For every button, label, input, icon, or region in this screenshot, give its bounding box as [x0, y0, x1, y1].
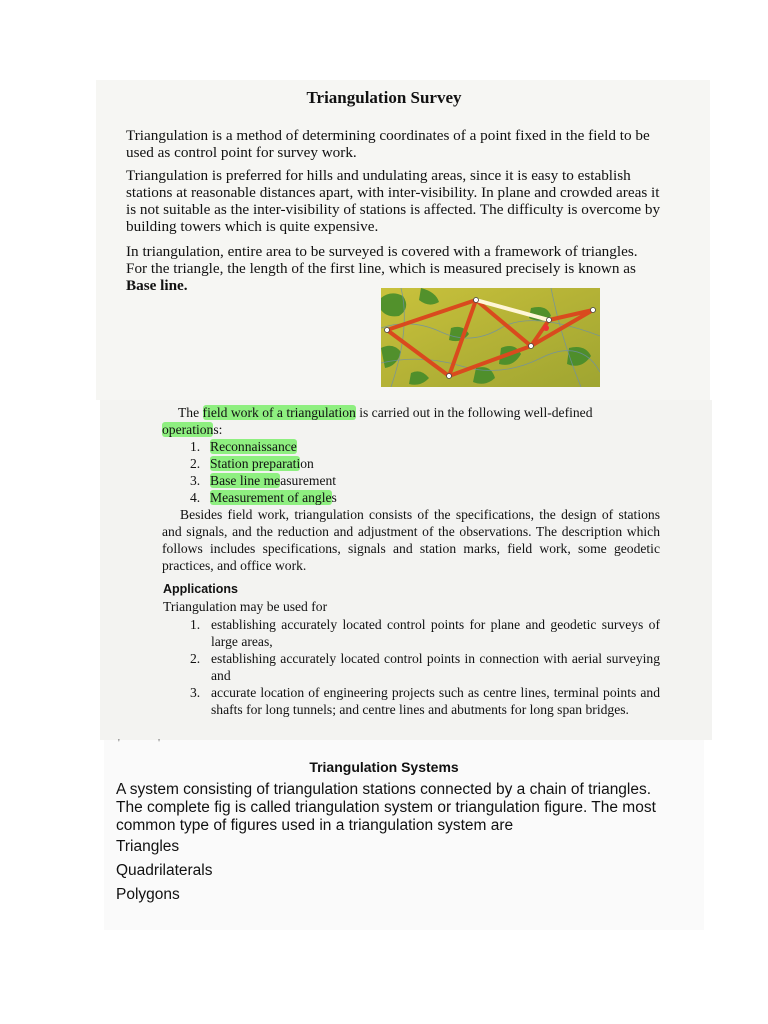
figure-item-quadrilaterals: Quadrilaterals [116, 862, 213, 879]
fieldwork-intro-end: operations: [162, 422, 223, 437]
operation-item-2: 2. Station preparation [190, 456, 314, 471]
operation-item-4: 4. Measurement of angles [190, 490, 337, 505]
application-item-2: 2. establishing accurately located control points in connection with aerial surveying and [190, 651, 660, 683]
besides-paragraph: Besides field work, triangulation consists of the specifications, the design of stations and signals, and the reduction and adjustment of the observations. The description which follows includes specifications, signals and station marks, field work, some geodetic practices, and office work. [162, 507, 660, 573]
figure-item-triangles: Triangles [116, 838, 180, 855]
survey-marker [543, 325, 549, 331]
applications-heading: Applications [163, 582, 239, 596]
scan-artifact: ' ' [118, 738, 160, 749]
operation-item-1: 1. Reconnaissance [190, 439, 297, 454]
application-item-1: 1. establishing accurately located control points for plane and geodetic surveys of large areas, [190, 617, 660, 649]
triangulation-network-diagram [381, 288, 600, 387]
systems-paragraph: A system consisting of triangulation stations connected by a chain of triangles. The complete fig is called triangulation system or triangulation figure. The most common type of figures used in a triangulation system are [116, 781, 656, 834]
intro-paragraph-3: In triangulation, entire area to be surveyed is covered with a framework of triangles. For the triangle, the length of the first line, which is measured precisely is known as Base line. [126, 243, 638, 294]
highlight-operations: operation [162, 422, 214, 437]
operation-item-3: 3. Base line measurement [190, 473, 337, 488]
intro-paragraph-2: Triangulation is preferred for hills and undulating areas, since it is easy to establish stations at reasonable distances apart, with inter-visibility. In plane and crowded areas it is not suitable as the inter-visibility of stations is affected. The difficulty is overcome by building towers which is quite expensive. [126, 167, 661, 235]
figure-item-polygons: Polygons [116, 886, 180, 903]
page-title: Triangulation Survey [306, 88, 462, 107]
application-item-3: 3. accurate location of engineering projects such as centre lines, terminal points and shafts for long tunnels; and centre lines and abutments for long span bridges. [190, 685, 660, 717]
base-line-term: Base line. [126, 277, 188, 294]
applications-intro: Triangulation may be used for [163, 599, 328, 614]
systems-title: Triangulation Systems [309, 759, 459, 775]
fieldwork-intro: The field work of a triangulation is carried out in the following well-defined [178, 405, 593, 420]
intro-paragraph-1: Triangulation is a method of determining coordinates of a point fixed in the field to be used as control point for survey work. [126, 127, 650, 161]
highlight-field-work: field work of a triangulation [202, 405, 356, 420]
